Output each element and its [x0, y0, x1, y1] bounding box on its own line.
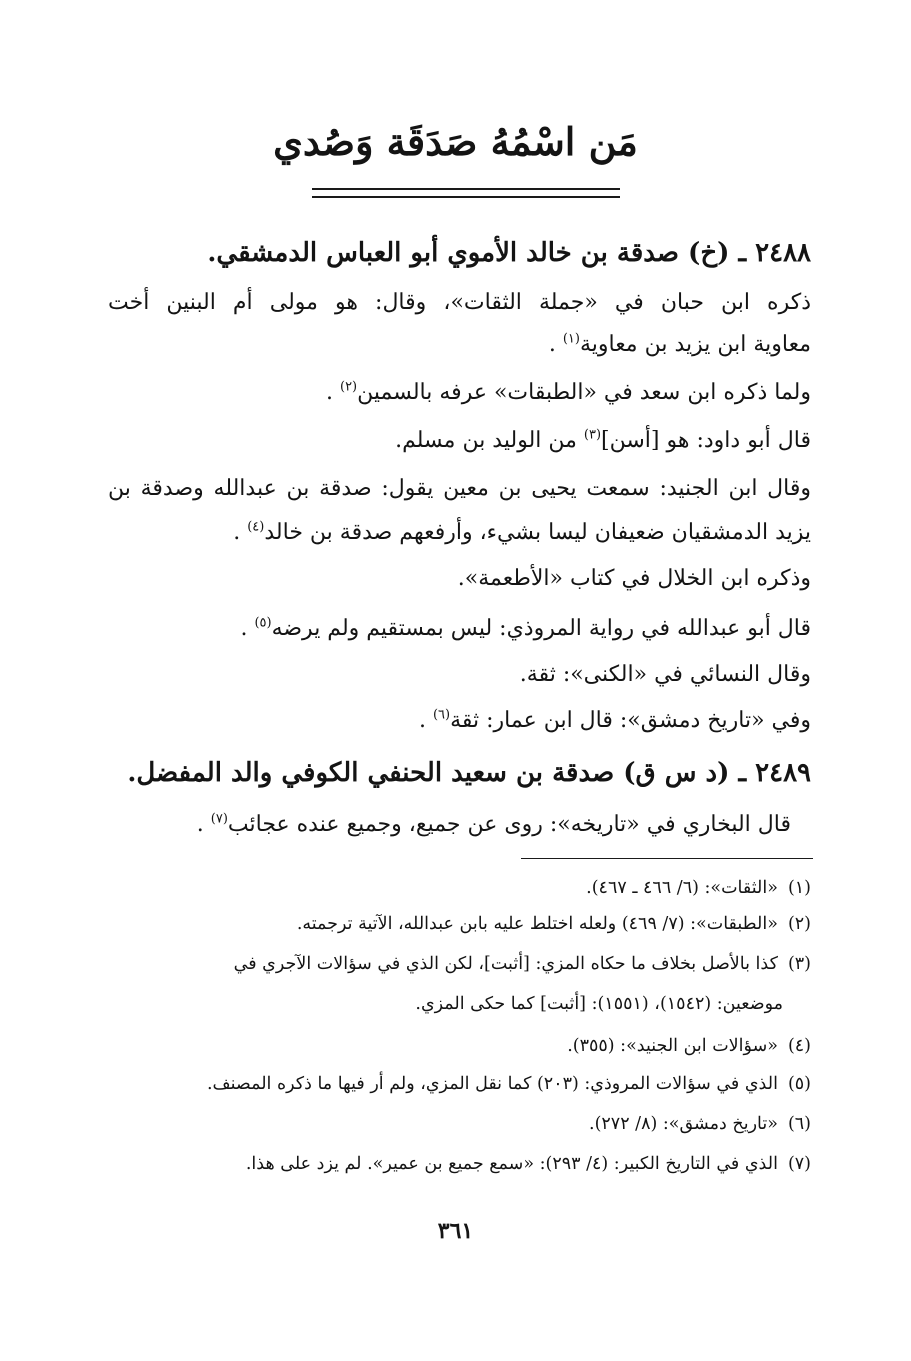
- paragraph-line: قال البخاري في «تاريخه»: روى عن جميع، وجميع عنده عجائب$^{(٧)}$ .: [196, 811, 791, 837]
- title-underline: [312, 188, 620, 198]
- footnote: (٥)الذي في سؤالات المروذي: (٢٠٣) كما نقل المزي، ولم أر فيها ما ذكره المصنف.: [206, 1074, 811, 1094]
- footnote: (٤)«سؤالات ابن الجنيد»: (٣٥٥).: [567, 1036, 811, 1056]
- paragraph-line: قال أبو عبدالله في رواية المروذي: ليس بمستقيم ولم يرضه$^{(٥)}$ .: [240, 615, 811, 641]
- paragraph-line: وفي «تاريخ دمشق»: قال ابن عمار: ثقة$^{(٦)}$ .: [418, 707, 811, 733]
- footnote-ref: (٧): [210, 811, 228, 827]
- paragraph-line: ولما ذكره ابن سعد في «الطبقات» عرفه بالسمين$^{(٢)}$ .: [325, 379, 811, 405]
- footnote: (١)«الثقات»: (٦/ ٤٦٦ ـ ٤٦٧).: [586, 878, 811, 898]
- paragraph-line: وقال ابن الجنيد: سمعت يحيى بن معين يقول: صدقة بن عبدالله وصدقة بن: [108, 476, 811, 501]
- paragraph-line: ذكره ابن حبان في «جملة الثقات»، وقال: هو مولى أم البنين أخت: [108, 290, 811, 315]
- footnote-ref: (٤): [247, 519, 265, 535]
- footnote-ref: (٥): [254, 615, 272, 631]
- footnote: (٧)الذي في التاريخ الكبير: (٤/ ٢٩٣): «سمع جميع بن عمير». لم يزد على هذا.: [245, 1154, 811, 1174]
- footnote-separator: [521, 858, 813, 859]
- footnote: (٢)«الطبقات»: (٧/ ٤٦٩) ولعله اختلط عليه بابن عبدالله، الآتية ترجمته.: [296, 914, 811, 934]
- footnote: (٣)كذا بالأصل بخلاف ما حكاه المزي: [أثبت]، لكن الذي في سؤالات الآجري في: [233, 954, 811, 974]
- footnote-ref: (٣): [583, 427, 602, 443]
- footnote-ref: (٢): [339, 379, 358, 395]
- entry-heading-2488: ٢٤٨٨ ـ (خ) صدقة بن خالد الأموي أبو العباس الدمشقي.: [207, 238, 811, 268]
- paragraph-line: معاوية ابن يزيد بن معاوية$^{(١)}$ .: [548, 331, 811, 357]
- chapter-title: مَن اسْمُهُ صَدَقَة وَصُدي: [273, 119, 638, 164]
- entry-heading-2489: ٢٤٨٩ ـ (د س ق) صدقة بن سعيد الحنفي الكوفي والد المفضل.: [127, 758, 811, 788]
- paragraph-line: وذكره ابن الخلال في كتاب «الأطعمة».: [457, 566, 811, 591]
- paragraph-line: يزيد الدمشقيان ضعيفان ليسا بشيء، وأرفعهم صدقة بن خالد$^{(٤)}$ .: [233, 519, 811, 545]
- page-number: ٣٦١: [437, 1218, 474, 1244]
- footnote-ref: (٦): [432, 707, 451, 723]
- footnote-ref: (١): [562, 331, 580, 347]
- paragraph-line: قال أبو داود: هو [أسن]$^{(٣)}$ من الوليد بن مسلم.: [395, 427, 811, 453]
- footnote-continuation: موضعين: (١٥٤٢)، (١٥٥١): [أثبت] كما حكى المزي.: [415, 994, 783, 1014]
- paragraph-line: وقال النسائي في «الكنى»: ثقة.: [519, 662, 811, 687]
- footnote: (٦)«تاريخ دمشق»: (٨/ ٢٧٢).: [589, 1114, 811, 1134]
